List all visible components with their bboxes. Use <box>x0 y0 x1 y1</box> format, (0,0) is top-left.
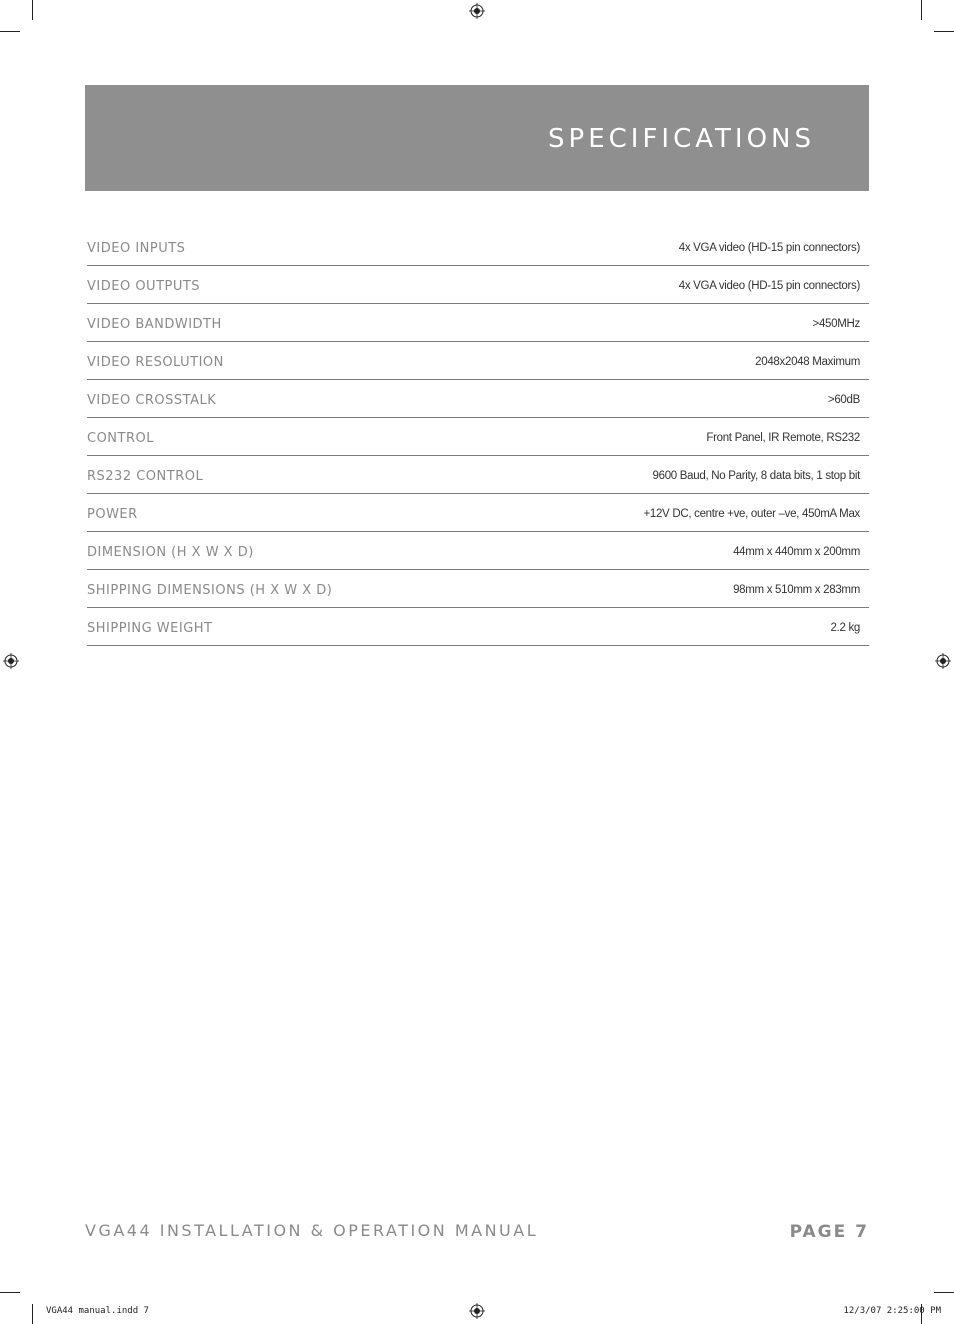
crop-mark-top-left-v <box>32 0 33 20</box>
spec-row <box>87 609 869 646</box>
spec-label: CONTROL <box>87 431 154 446</box>
crop-mark-bottom-right-h <box>934 1292 954 1293</box>
spec-row <box>87 419 869 456</box>
slug-file-name: VGA44 manual.indd 7 <box>46 1306 149 1316</box>
spec-row <box>87 267 869 304</box>
registration-mark-top-icon <box>469 3 485 19</box>
crop-mark-bottom-left-h <box>0 1292 20 1293</box>
spec-value: 2.2 kg <box>830 622 860 634</box>
section-header-banner <box>85 85 869 191</box>
spec-value: >450MHz <box>812 318 860 330</box>
spec-value: >60dB <box>827 394 860 406</box>
spec-row <box>87 495 869 532</box>
spec-value: Front Panel, IR Remote, RS232 <box>706 432 860 444</box>
slug-timestamp: 12/3/07 2:25:00 PM <box>843 1306 941 1316</box>
spec-row <box>87 343 869 380</box>
spec-label: VIDEO OUTPUTS <box>87 279 201 294</box>
spec-value: 9600 Baud, No Parity, 8 data bits, 1 stop bit <box>652 470 860 482</box>
crop-mark-top-left-h <box>0 31 20 32</box>
crop-mark-top-right-v <box>921 0 922 20</box>
registration-mark-left-icon <box>3 653 19 669</box>
spec-value: 4x VGA video (HD-15 pin connectors) <box>678 280 860 292</box>
spec-row <box>87 305 869 342</box>
spec-label: VIDEO RESOLUTION <box>87 355 224 370</box>
crop-mark-bottom-left-v <box>32 1304 33 1324</box>
spec-row <box>87 533 869 570</box>
footer-page-number: PAGE 7 <box>789 1222 869 1242</box>
spec-label: RS232 CONTROL <box>87 469 204 484</box>
registration-mark-bottom-icon <box>469 1303 485 1319</box>
footer-manual-title: VGA44 INSTALLATION & OPERATION MANUAL <box>85 1221 539 1240</box>
spec-label: DIMENSION (H X W X D) <box>87 545 254 560</box>
spec-row <box>87 381 869 418</box>
spec-label: VIDEO INPUTS <box>87 241 186 256</box>
spec-label: SHIPPING DIMENSIONS (H X W X D) <box>87 583 333 598</box>
spec-value: 2048x2048 Maximum <box>755 356 860 368</box>
spec-value: +12V DC, centre +ve, outer –ve, 450mA Max <box>643 508 860 520</box>
crop-mark-top-right-h <box>934 31 954 32</box>
spec-row <box>87 457 869 494</box>
spec-label: VIDEO CROSSTALK <box>87 393 217 408</box>
spec-label: SHIPPING WEIGHT <box>87 621 213 636</box>
spec-value: 4x VGA video (HD-15 pin connectors) <box>678 242 860 254</box>
spec-row <box>87 229 869 266</box>
spec-value: 98mm x 510mm x 283mm <box>733 584 860 596</box>
spec-value: 44mm x 440mm x 200mm <box>733 546 860 558</box>
specifications-table <box>87 229 869 646</box>
spec-row <box>87 571 869 608</box>
registration-mark-right-icon <box>935 653 951 669</box>
spec-label: POWER <box>87 507 138 522</box>
spec-label: VIDEO BANDWIDTH <box>87 317 222 332</box>
page-title: SPECIFICATIONS <box>548 124 815 154</box>
